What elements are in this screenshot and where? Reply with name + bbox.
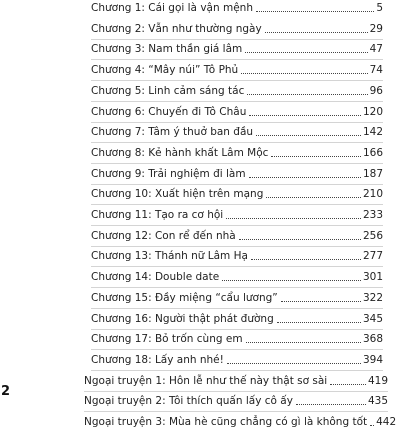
toc-entry-page-number: 74 xyxy=(369,64,383,77)
row-divider xyxy=(91,370,383,371)
toc-entry-title: Chương 4: “Mây núi” Tô Phủ xyxy=(91,64,239,77)
toc-entry-page-number: 47 xyxy=(369,43,383,56)
dot-leader xyxy=(249,177,361,178)
dot-leader xyxy=(256,135,361,136)
toc-entry-title: Chương 12: Con rể đến nhà xyxy=(91,229,236,242)
toc-entry-title: Chương 10: Xuất hiện trên mạng xyxy=(91,188,264,201)
dot-leader xyxy=(296,404,366,405)
toc-entry-page-number: 394 xyxy=(362,353,383,366)
row-divider xyxy=(91,122,383,123)
dot-leader xyxy=(222,280,361,281)
toc-entry-page-number: 210 xyxy=(362,188,383,201)
toc-entry xyxy=(91,291,383,305)
row-divider xyxy=(84,391,388,392)
toc-entry-title: Chương 9: Trải nghiệm đi làm xyxy=(91,167,246,180)
toc-entry xyxy=(91,332,383,346)
dot-leader xyxy=(370,425,374,426)
dot-leader xyxy=(256,11,374,12)
dot-leader xyxy=(239,239,361,240)
toc-entry-title: Chương 17: Bỏ trốn cùng em xyxy=(91,333,243,346)
toc-entry-title: Chương 13: Thánh nữ Lâm Hạ xyxy=(91,250,248,263)
toc-entry xyxy=(91,187,383,201)
dot-leader xyxy=(251,259,361,260)
dot-leader xyxy=(226,218,361,219)
toc-entry xyxy=(91,105,383,119)
toc-entry-title: Chương 11: Tạo ra cơ hội xyxy=(91,209,224,221)
toc-entry xyxy=(91,84,383,98)
page-edge-mark xyxy=(0,384,14,400)
toc-entry-title: Chương 15: Đầy miệng “cẩu lương” xyxy=(91,291,278,304)
toc-entry xyxy=(84,415,397,429)
row-divider xyxy=(91,329,383,330)
row-divider xyxy=(91,287,383,288)
toc-entry-title: Chương 14: Double date xyxy=(91,271,220,284)
dot-leader xyxy=(277,322,361,323)
toc-entry-page-number: 256 xyxy=(362,229,383,242)
toc-entry xyxy=(84,374,388,388)
dot-leader xyxy=(247,94,367,95)
toc-entry xyxy=(91,312,383,326)
dot-leader xyxy=(265,32,368,33)
row-divider xyxy=(91,163,383,164)
toc-entry-page-number: 368 xyxy=(362,333,383,346)
toc-entry xyxy=(91,353,383,367)
toc-entry-title: Chương 3: Nam thần giá lâm xyxy=(91,43,243,56)
dot-leader xyxy=(246,342,361,343)
toc-entry-title: Chương 6: Chuyến đi Tô Châu xyxy=(91,105,247,118)
dot-leader xyxy=(271,156,361,157)
dot-leader xyxy=(281,301,361,302)
toc-entry-title: Chương 8: Kẻ hành khất Lâm Mộc xyxy=(91,146,269,159)
page-edge-mark-glyph: 2 xyxy=(1,384,11,399)
row-divider xyxy=(91,266,383,267)
dot-leader xyxy=(266,197,361,198)
row-divider xyxy=(91,308,383,309)
row-divider xyxy=(91,204,383,205)
row-divider xyxy=(91,39,383,40)
toc-entry xyxy=(91,270,383,284)
toc-entry-title: Chương 5: Linh cảm sáng tác xyxy=(91,84,245,97)
row-divider xyxy=(91,184,383,185)
toc-entry xyxy=(91,125,383,139)
toc-entry-title: Ngoại truyện 2: Tôi thích quấn lấy cô ấy xyxy=(84,395,293,408)
toc-entry-page-number: 442 xyxy=(376,416,397,428)
toc-entry-title: Chương 1: Cái gọi là vận mệnh xyxy=(91,2,253,14)
dot-leader xyxy=(241,73,367,74)
toc-entry xyxy=(91,1,383,15)
toc-entry xyxy=(91,63,383,77)
row-divider xyxy=(91,101,383,102)
toc-entry xyxy=(84,394,388,408)
toc-entry-title: Chương 2: Vẫn như thường ngày xyxy=(91,22,262,35)
toc-entry-page-number: 277 xyxy=(362,250,383,263)
toc-entry xyxy=(91,42,383,56)
toc-entry xyxy=(91,22,383,36)
toc-entry-page-number: 345 xyxy=(362,312,383,325)
toc-entry xyxy=(91,167,383,181)
toc-entry xyxy=(91,229,383,243)
toc-entry xyxy=(91,249,383,263)
toc-entry-title: Ngoại truyện 3: Mùa hè cũng chẳng có gì là không tốt xyxy=(84,416,368,428)
toc-entry-page-number: 301 xyxy=(362,271,383,284)
dot-leader xyxy=(227,363,361,364)
toc-entry-page-number: 5 xyxy=(376,2,383,14)
toc-entry xyxy=(91,146,383,160)
dot-leader xyxy=(249,115,361,116)
toc-entry-title: Chương 16: Người thật phát đường xyxy=(91,312,274,325)
toc-entry-page-number: 435 xyxy=(367,395,388,408)
dot-leader xyxy=(245,52,367,53)
row-divider xyxy=(91,246,383,247)
toc-entry-title: Chương 18: Lấy anh nhé! xyxy=(91,353,224,366)
row-divider xyxy=(91,349,383,350)
toc-entry-page-number: 120 xyxy=(362,105,383,118)
toc-entry-page-number: 419 xyxy=(367,374,388,387)
toc-entry-title: Ngoại truyện 1: Hôn lễ như thế này thật sơ sài xyxy=(84,374,328,387)
toc-entry-page-number: 187 xyxy=(362,167,383,180)
toc-entry xyxy=(91,208,383,222)
toc-entry-page-number: 166 xyxy=(362,146,383,159)
row-divider xyxy=(91,225,383,226)
toc-entry-page-number: 233 xyxy=(362,209,383,221)
row-divider xyxy=(91,59,383,60)
row-divider xyxy=(91,80,383,81)
toc-entry-page-number: 142 xyxy=(362,126,383,139)
row-divider xyxy=(84,411,388,412)
toc-entry-page-number: 29 xyxy=(369,22,383,35)
row-divider xyxy=(91,142,383,143)
dot-leader xyxy=(330,384,366,385)
toc-entry-title: Chương 7: Tâm ý thuở ban đầu xyxy=(91,126,254,139)
toc-entry-page-number: 322 xyxy=(362,291,383,304)
toc-entry-page-number: 96 xyxy=(369,84,383,97)
